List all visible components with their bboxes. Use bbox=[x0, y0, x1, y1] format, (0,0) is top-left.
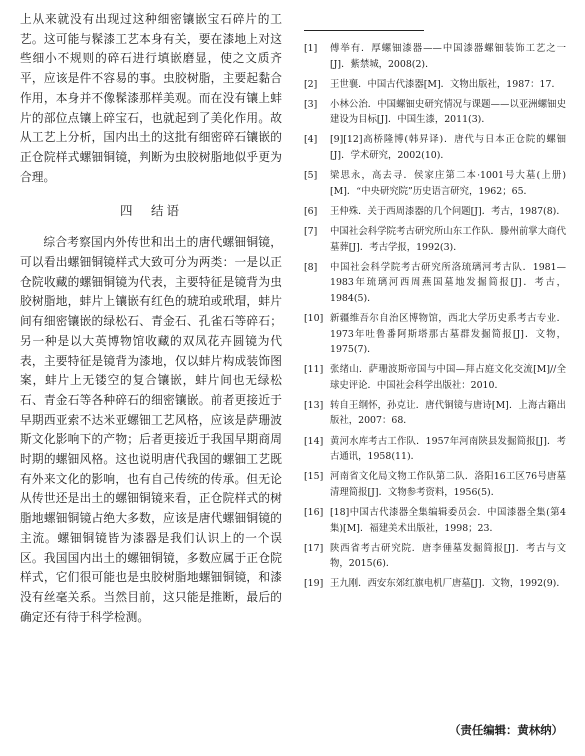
reference-text: 王仲殊．关于西周漆器的几个问题[J]．考古，1987(8)． bbox=[330, 205, 566, 217]
references-column bbox=[304, 10, 566, 596]
reference-text: 傅举有．厚螺钿漆器——中国漆器螺钿装饰工艺之一[J]．紫禁城，2008(2)． bbox=[330, 43, 566, 70]
reference-number: [10] bbox=[304, 312, 324, 324]
reference-number: [3] bbox=[304, 98, 318, 110]
reference-item bbox=[304, 204, 566, 220]
reference-text: [9][12]高桥隆博(韩昇译)．唐代与日本正仓院的螺钿[J]．学术研究，2002(10)． bbox=[330, 134, 566, 162]
body-paragraph-intro: 上从来就没有出现过这种细密镶嵌宝石碎片的工艺。这可能与髹漆工艺本身有关，要在漆地上对这些细小不规则的碎石进行填嵌磨显，使之文质齐平，应该是件不容易的事。虫胶树脂，主要起黏合作用，本身并不像髹漆那样美观。而在没有镶上蚌片的部位点镶上碎宝石，也就起到了美化作用。故从工艺上分析，国内出土的这批有细密碎石镶嵌的正仓院样式螺钿铜镜，判断为虫胶树脂地似乎更为合理。 bbox=[20, 12, 282, 184]
reference-item bbox=[304, 505, 566, 536]
reference-text: 中国社会科学院考古研究所洛琉璃河考古队．1981—1983年琉璃河西周燕国墓地发掘简报[J]．考古，1984(5)． bbox=[330, 261, 566, 304]
reference-text: [18]中国古代漆器全集编辑委员会．中国漆器全集(第4集)[M]．福建美术出版社，1998；23． bbox=[330, 506, 566, 534]
reference-item bbox=[304, 77, 566, 93]
reference-number: [16] bbox=[304, 506, 324, 518]
reference-text: 陕西省考古研究院．唐李倕墓发掘简报[J]．考古与文物，2015(6)． bbox=[330, 542, 566, 570]
reference-number: [1] bbox=[304, 43, 318, 54]
reference-item bbox=[304, 576, 566, 592]
reference-number: [15] bbox=[304, 471, 324, 483]
reference-item bbox=[304, 224, 566, 255]
reference-item bbox=[304, 398, 566, 429]
reference-number: [7] bbox=[304, 225, 318, 237]
reference-text: 梁思永，高去寻．侯家庄第二本·1001号大墓(上册)[M]．“中央研究院”历史语言研究，1962；65． bbox=[330, 170, 566, 197]
reference-number: [2] bbox=[304, 78, 318, 90]
reference-item bbox=[304, 132, 566, 163]
reference-item bbox=[304, 434, 566, 465]
responsible-editor-note: （责任编辑：黄林纳） bbox=[449, 723, 563, 737]
reference-text: 小林公治．中国螺钿史研究情况与课题——以亚洲螺钿史建设为目标[J]．中国生漆，2011(3)． bbox=[330, 98, 566, 126]
section-heading-conclusion: 四 结语 bbox=[119, 203, 182, 219]
body-paragraph-conclusion: 综合考察国内外传世和出土的唐代螺钿铜镜，可以看出螺钿铜镜样式大致可分为两类：一是以正仓院收藏的螺钿铜镜为代表，主要特征是镜背为虫胶树脂地，蚌片上镶嵌有红色的琥珀或玳瑁，蚌片间有细密镶嵌的绿松石、青金石、孔雀石等碎石；另一种是以大英博物馆收藏的双凤花卉圆镜为代表，主要特征是镜背为漆地，仅以蚌片构成装饰图案，蚌片上无镂空的复合镶嵌，蚌片间也无绿松石、青金石等各种碎石的细密镶嵌。前者更接近于早期西亚索不达米亚螺钿工艺风格，应该是萨珊波斯文化影响下的产物；后者更接近于我国早期商周时期的螺钿风格。这也说明唐代我国的螺钿工艺既有外来文化的影响，也有自己传统的传承。但无论从传世还是出土的螺钿铜镜来看，正仓院样式的树脂地螺钿铜镜占绝大多数，应该是唐代螺钿铜镜的主流。螺钿铜镜皆为漆器是我们认识上的一个误区。我国国内出土的螺钿铜镜，多数应属于正仓院样式，它们很可能也是虫胶树脂地螺钿铜镜，和漆没有丝毫关系。当然目前，这只能是推断，最后的确定还有待于科学检测。 bbox=[20, 235, 282, 624]
reference-text: 王九刚．西安东郊红旗电机厂唐墓[J]．文物，1992(9)． bbox=[330, 578, 566, 590]
reference-item bbox=[304, 260, 566, 307]
reference-item bbox=[304, 541, 566, 572]
reference-text: 黄河水库考古工作队．1957年河南陕县发掘简报[J]．考古通讯，1958(11)． bbox=[330, 435, 566, 463]
reference-number: [17] bbox=[304, 542, 324, 554]
reference-text: 转自王纲怀，孙克让．唐代铜镜与唐诗[M]．上海古籍出版社，2007：68． bbox=[330, 399, 566, 427]
reference-item bbox=[304, 97, 566, 128]
reference-text: 新疆维吾尔自治区博物馆，西北大学历史系考古专业．1973年吐鲁番阿斯塔那古墓群发掘简报[J]．文物，1975(7)． bbox=[330, 312, 566, 356]
reference-item bbox=[304, 41, 566, 72]
references-divider bbox=[304, 30, 424, 31]
reference-number: [19] bbox=[304, 578, 324, 590]
reference-number: [8] bbox=[304, 261, 318, 273]
reference-text: 王世襄．中国古代漆器[M]．文物出版社，1987：17． bbox=[330, 78, 561, 90]
reference-number: [11] bbox=[304, 364, 324, 376]
reference-text: 河南省文化局文物工作队第二队．洛阳16工区76号唐墓清理简报[J]．文物参考资料，1956(5)． bbox=[330, 471, 566, 498]
reference-item bbox=[304, 168, 566, 199]
reference-number: [14] bbox=[304, 435, 324, 447]
reference-number: [6] bbox=[304, 205, 318, 217]
main-text-column bbox=[20, 10, 282, 627]
reference-text: 中国社会科学院考古研究所山东工作队．滕州前掌大商代墓葬[J]．考古学报，1992(3)． bbox=[330, 225, 566, 253]
reference-item bbox=[304, 362, 566, 393]
reference-text: 张绪山．萨珊波斯帝国与中国—拜占庭文化交流[M]//全球史评论．中国社会科学出版社：2010． bbox=[330, 364, 566, 391]
reference-number: [4] bbox=[304, 134, 318, 146]
reference-item bbox=[304, 311, 566, 358]
reference-item bbox=[304, 469, 566, 500]
reference-number: [13] bbox=[304, 399, 324, 411]
reference-number: [5] bbox=[304, 170, 318, 182]
reference-list bbox=[304, 41, 566, 592]
